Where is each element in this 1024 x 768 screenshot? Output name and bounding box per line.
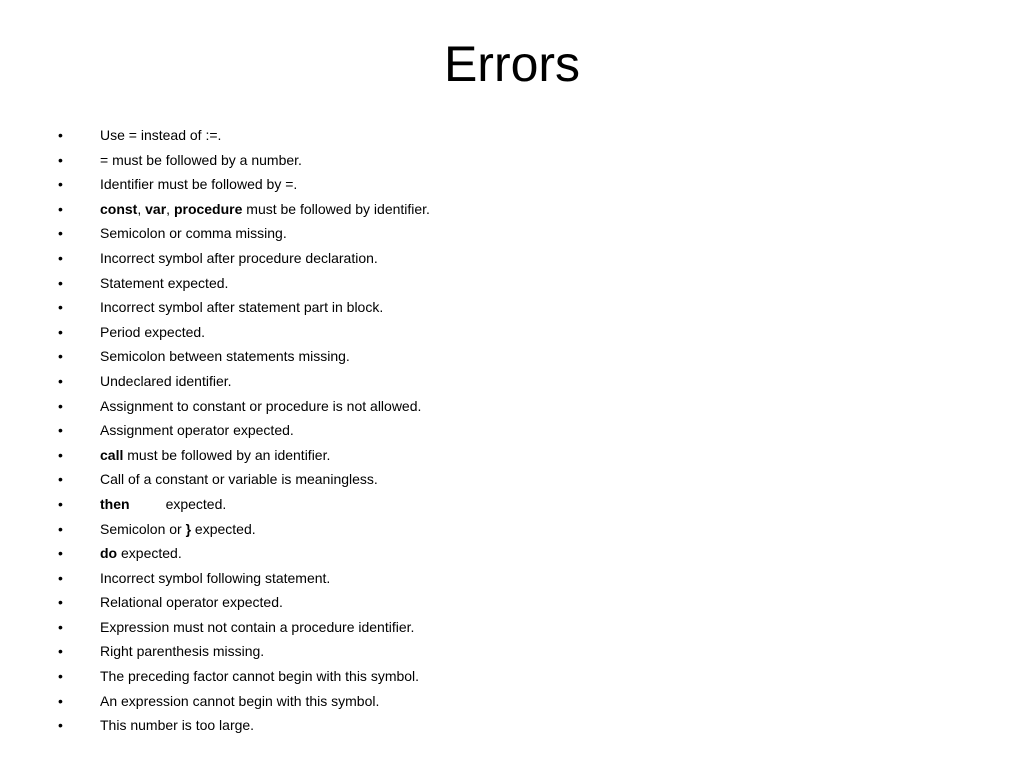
bullet-icon: •: [58, 545, 63, 562]
list-item-rest: expected.: [117, 545, 182, 562]
list-item: [58, 443, 958, 468]
keyword-call: call: [100, 446, 124, 463]
list-item: [58, 295, 958, 320]
list-item: [58, 467, 958, 492]
list-item: [58, 344, 958, 369]
list-item-text: Use = instead of :=.: [100, 127, 222, 143]
list-item-text: Call of a constant or variable is meaningless.: [100, 471, 378, 488]
list-item-rest: must be followed by identifier.: [242, 200, 430, 217]
list-item-text: Semicolon or comma missing.: [100, 225, 287, 242]
separator: ,: [166, 200, 174, 217]
list-item-text: Identifier must be followed by =.: [100, 176, 298, 193]
list-item-text: Statement expected.: [100, 274, 229, 291]
bullet-icon: •: [58, 372, 63, 389]
list-item: [58, 689, 958, 714]
list-item: [58, 590, 958, 615]
bullet-icon: •: [58, 299, 63, 316]
list-item-text: [100, 517, 256, 542]
list-item-rest: must be followed by an identifier.: [123, 446, 331, 463]
list-item: [58, 394, 958, 419]
list-item-text: Incorrect symbol after procedure declaration.: [100, 249, 378, 266]
slide-title: Errors: [443, 36, 581, 92]
list-item: [58, 517, 958, 542]
bullet-icon: •: [58, 176, 63, 193]
bullet-icon: •: [58, 495, 63, 512]
list-item: [58, 566, 958, 591]
list-item-rest: expected.: [165, 495, 227, 512]
list-item: [58, 148, 958, 173]
bullet-icon: •: [58, 225, 63, 242]
separator: ,: [137, 200, 146, 217]
list-item: [58, 418, 958, 443]
list-item-text: Incorrect symbol following statement.: [100, 569, 331, 586]
list-item-text: Incorrect symbol after statement part in block.: [100, 299, 384, 316]
bullet-icon: •: [58, 348, 63, 365]
bullet-icon: •: [58, 520, 63, 537]
list-item: [58, 197, 958, 222]
list-item: [58, 492, 958, 517]
bullet-icon: •: [58, 643, 63, 660]
bullet-icon: •: [58, 397, 63, 414]
bullet-icon: •: [58, 274, 63, 291]
list-item-text: Semicolon between statements missing.: [100, 348, 350, 365]
bullet-icon: •: [58, 446, 63, 463]
list-item: [58, 172, 958, 197]
list-item: [58, 713, 958, 738]
bullet-icon: •: [58, 569, 63, 586]
list-item-text: Assignment operator expected.: [100, 422, 294, 439]
bullet-icon: •: [58, 323, 63, 340]
bullet-icon: •: [58, 127, 63, 143]
list-item-text: [100, 197, 430, 222]
list-item: [58, 221, 958, 246]
bullet-icon: •: [58, 200, 63, 217]
list-item: [58, 271, 958, 296]
list-item-text: Relational operator expected.: [100, 594, 283, 611]
bullet-icon: •: [58, 618, 63, 635]
list-item: [58, 369, 958, 394]
bullet-icon: •: [58, 151, 63, 168]
list-item-text: Right parenthesis missing.: [100, 643, 265, 660]
list-item-rest: expected.: [191, 520, 256, 537]
list-item-text: Assignment to constant or procedure is not allowed.: [100, 397, 422, 414]
bullet-icon: •: [58, 717, 63, 734]
list-item: [58, 246, 958, 271]
list-item-text: Period expected.: [100, 323, 206, 340]
list-item-text: [100, 541, 182, 566]
list-item-text: = must be followed by a number.: [100, 151, 302, 168]
list-item-text: [100, 492, 226, 517]
keyword-const: const: [100, 200, 138, 217]
list-item: [58, 615, 958, 640]
list-item: [58, 639, 958, 664]
keyword-brace: }: [185, 520, 192, 537]
bullet-icon: •: [58, 249, 63, 266]
keyword-procedure: procedure: [173, 200, 243, 217]
list-item-text: [100, 443, 330, 468]
bullet-icon: •: [58, 471, 63, 488]
bullet-icon: •: [58, 692, 63, 709]
list-item: [58, 541, 958, 566]
list-item-text: This number is too large.: [100, 717, 255, 734]
list-item: [58, 320, 958, 345]
list-item-text: An expression cannot begin with this symbol.: [100, 692, 380, 709]
list-item-text: Expression must not contain a procedure identifier.: [100, 618, 415, 635]
bullet-icon: •: [58, 422, 63, 439]
list-item: [58, 123, 958, 148]
list-item-text: The preceding factor cannot begin with this symbol.: [100, 668, 420, 685]
keyword-var: var: [145, 200, 167, 217]
bullet-icon: •: [58, 668, 63, 685]
list-item-text: Undeclared identifier.: [100, 372, 232, 389]
bullet-icon: •: [58, 594, 63, 611]
keyword-then: then: [100, 495, 130, 512]
list-item: [58, 664, 958, 689]
list-item-pre: Semicolon or: [100, 520, 186, 537]
error-list: [58, 123, 958, 738]
keyword-do: do: [100, 545, 118, 562]
